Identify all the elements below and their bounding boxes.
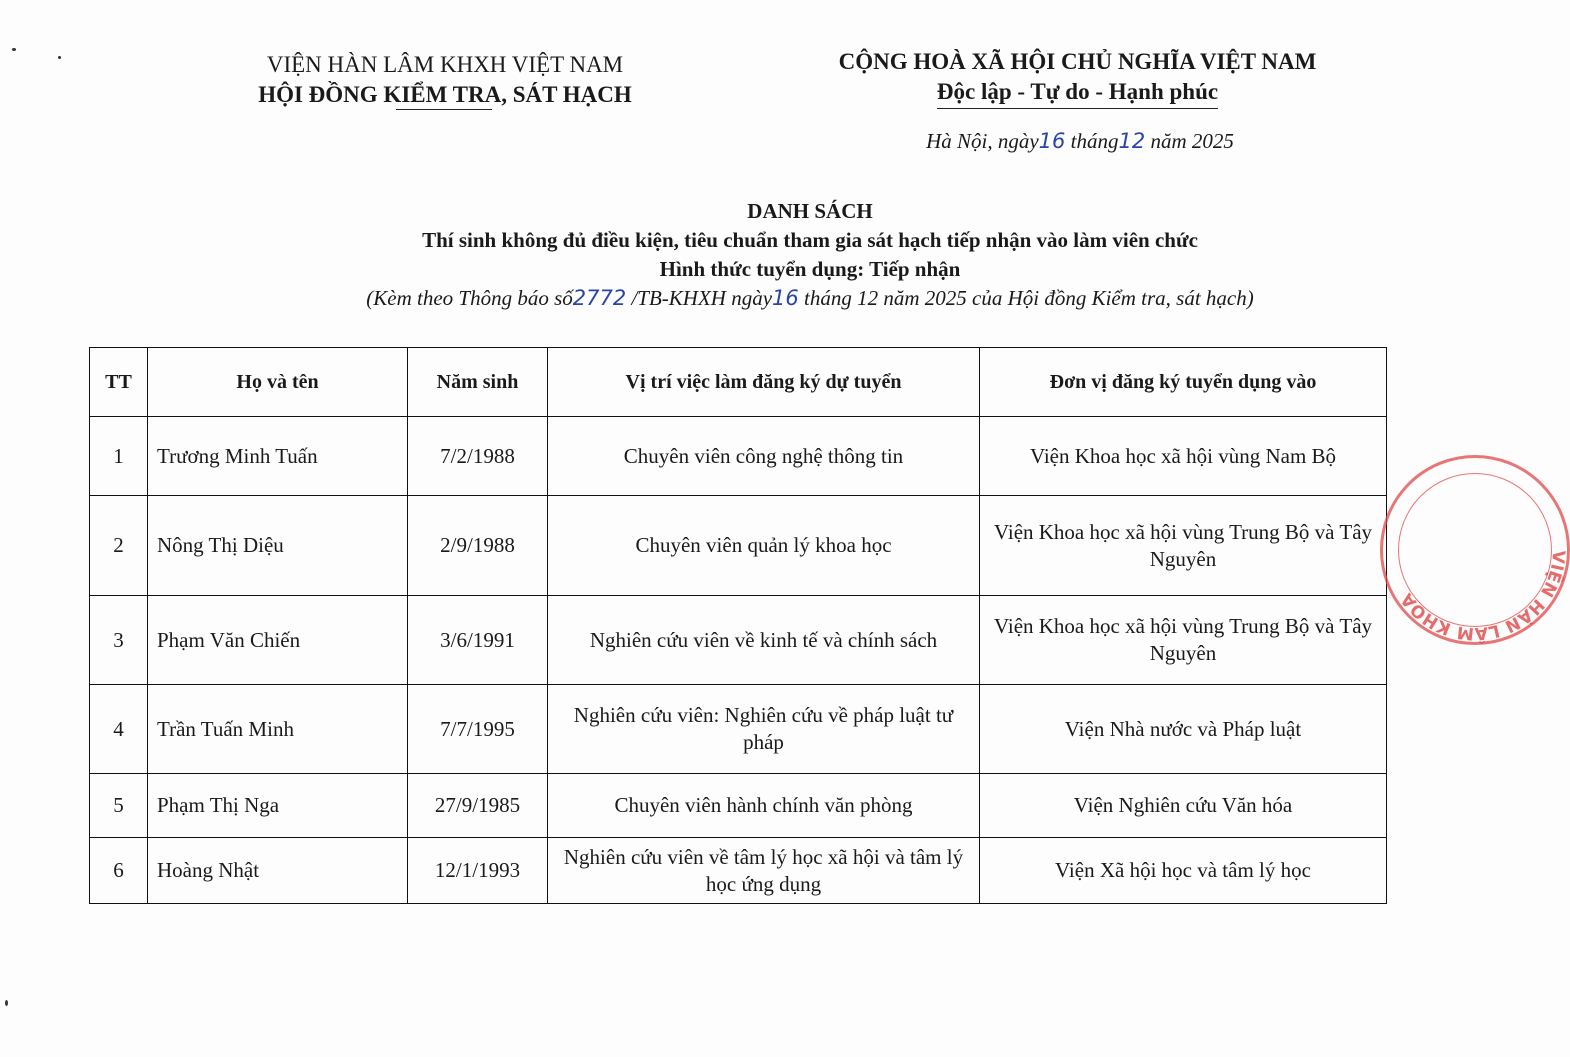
row-tt: 6: [90, 838, 148, 904]
row-name: Phạm Thị Nga: [148, 774, 408, 838]
candidate-table: [89, 347, 1387, 904]
row-position: Nghiên cứu viên về kinh tế và chính sách: [548, 596, 980, 685]
header-name: Họ và tên: [148, 348, 408, 417]
row-name: Hoàng Nhật: [148, 838, 408, 904]
row-position: Chuyên viên công nghệ thông tin: [548, 417, 980, 496]
row-unit: Viện Khoa học xã hội vùng Trung Bộ và Tây Nguyên: [980, 596, 1387, 685]
row-dob: 12/1/1993: [408, 838, 548, 904]
country-name: CỘNG HOÀ XÃ HỘI CHỦ NGHĨA VIỆT NAM: [838, 49, 1317, 74]
header-position: Vị trí việc làm đăng ký dự tuyển: [548, 348, 980, 417]
row-unit: Viện Khoa học xã hội vùng Nam Bộ: [980, 417, 1387, 496]
row-name: Trương Minh Tuấn: [148, 417, 408, 496]
date-prefix: Hà Nội, ngày: [926, 129, 1039, 153]
document-title: DANH SÁCH: [747, 199, 873, 223]
row-dob: 27/9/1985: [408, 774, 548, 838]
row-unit: Viện Nhà nước và Pháp luật: [980, 685, 1387, 774]
table-row: [90, 685, 1387, 774]
handwritten-day: 16: [1038, 129, 1066, 153]
row-position: Chuyên viên hành chính văn phòng: [548, 774, 980, 838]
row-unit: Viện Nghiên cứu Văn hóa: [980, 774, 1387, 838]
date-line: [860, 129, 1300, 154]
row-tt: 2: [90, 496, 148, 596]
scan-speck: [5, 1000, 8, 1006]
header-underline: [396, 109, 492, 110]
handwritten-ref-number: 2772: [572, 286, 627, 310]
row-dob: 7/7/1995: [408, 685, 548, 774]
issuing-organization: [230, 50, 660, 110]
row-position: Nghiên cứu viên về tâm lý học xã hội và tâm lý học ứng dụng: [548, 838, 980, 904]
year-text: năm 2025: [1150, 129, 1234, 153]
row-position: Chuyên viên quản lý khoa học: [548, 496, 980, 596]
row-unit: Viện Khoa học xã hội vùng Trung Bộ và Tây Nguyên: [980, 496, 1387, 596]
header-birth-year: Năm sinh: [408, 348, 548, 417]
national-motto: Độc lập - Tự do - Hạnh phúc: [937, 77, 1218, 109]
table-row: [90, 596, 1387, 685]
row-position: Nghiên cứu viên: Nghiên cứu về pháp luật tư pháp: [548, 685, 980, 774]
row-dob: 3/6/1991: [408, 596, 548, 685]
national-header: [800, 47, 1355, 109]
row-name: Nông Thị Diệu: [148, 496, 408, 596]
parent-organization: VIỆN HÀN LÂM KHXH VIỆT NAM: [266, 52, 624, 77]
row-name: Trần Tuấn Minh: [148, 685, 408, 774]
document-reference: [160, 284, 1460, 313]
row-unit: Viện Xã hội học và tâm lý học: [980, 838, 1387, 904]
row-dob: 2/9/1988: [408, 496, 548, 596]
row-tt: 3: [90, 596, 148, 685]
handwritten-ref-day: 16: [772, 286, 799, 310]
row-tt: 1: [90, 417, 148, 496]
ref-prefix: (Kèm theo Thông báo số: [366, 286, 573, 310]
header-tt: TT: [90, 348, 148, 417]
row-name: Phạm Văn Chiến: [148, 596, 408, 685]
table-row: [90, 838, 1387, 904]
row-tt: 4: [90, 685, 148, 774]
table-row: [90, 774, 1387, 838]
seal-lettering: [1380, 455, 1570, 645]
document-subtitle: Thí sinh không đủ điều kiện, tiêu chuẩn tham gia sát hạch tiếp nhận vào làm viên chức: [422, 228, 1198, 252]
row-tt: 5: [90, 774, 148, 838]
scan-speck: [12, 48, 16, 51]
recruitment-form: Hình thức tuyển dụng: Tiếp nhận: [659, 257, 961, 281]
table-header-row: [90, 348, 1387, 417]
table-row: [90, 496, 1387, 596]
scan-speck: [58, 56, 61, 59]
svg-text:VIỆN HÀN LÂM KHOA: VIỆN HÀN LÂM KHOA: [1397, 549, 1569, 644]
ref-suffix: tháng 12 năm 2025 của Hội đồng Kiểm tra, sát hạch): [804, 286, 1254, 310]
handwritten-month: 12: [1118, 129, 1146, 153]
ref-code: /TB-KHXH ngày: [631, 286, 773, 310]
table-row: [90, 417, 1387, 496]
row-dob: 7/2/1988: [408, 417, 548, 496]
council-name: HỘI ĐỒNG KIỂM TRA, SÁT HẠCH: [258, 82, 632, 107]
month-label: tháng: [1070, 129, 1119, 153]
header-unit: Đơn vị đăng ký tuyển dụng vào: [980, 348, 1387, 417]
